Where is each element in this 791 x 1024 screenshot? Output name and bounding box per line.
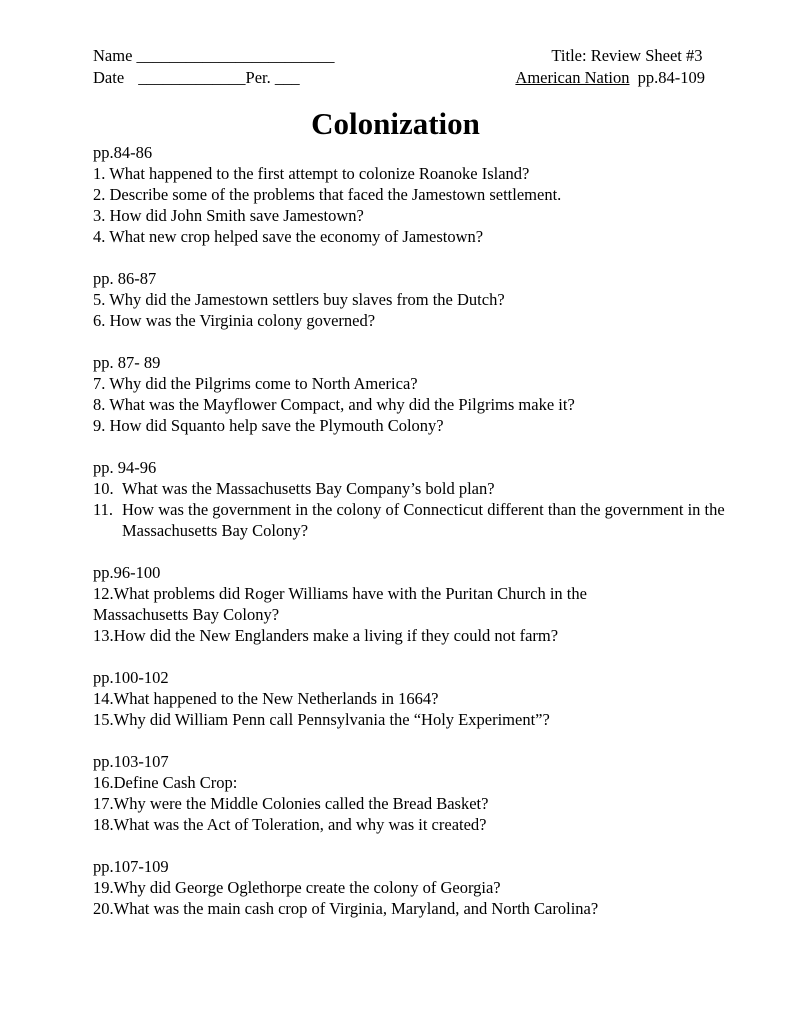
question-item: 1. What happened to the first attempt to colonize Roanoke Island? (93, 164, 530, 183)
question-item: 2. Describe some of the problems that faced the Jamestown settlement. (93, 185, 562, 204)
section-pages: pp.96-100 (93, 563, 161, 582)
section-pages: pp.107-109 (93, 857, 169, 876)
sheet-title-line: Title: Review Sheet #3 (551, 46, 703, 65)
period-label: Per. ___ (245, 68, 300, 87)
name-line: Name ________________________ (93, 46, 335, 65)
question-number: 11. (93, 500, 114, 519)
question-item: 7. Why did the Pilgrims come to North America? (93, 374, 418, 393)
section-pages: pp.100-102 (93, 668, 169, 687)
date-period-line (93, 67, 335, 89)
question-item: 3. How did John Smith save Jamestown? (93, 206, 364, 225)
question-item: 9. How did Squanto help save the Plymouth Colony? (93, 416, 444, 435)
question-list (93, 142, 753, 940)
question-item: 15.Why did William Penn call Pennsylvania the “Holy Experiment”? (93, 710, 550, 729)
textbook-pages: pp.84-109 (637, 68, 705, 87)
question-text: What was the Massachusetts Bay Company’s bold plan? (122, 479, 495, 498)
question-item: 18.What was the Act of Toleration, and why was it created? (93, 815, 487, 834)
question-item: 4. What new crop helped save the economy of Jamestown? (93, 227, 484, 246)
question-item (93, 478, 753, 499)
question-text: How was the government in the colony of Connecticut different than the government in the Massachusetts Bay Colony? (122, 500, 725, 540)
student-info (93, 45, 335, 89)
section-pp100-102 (93, 667, 753, 730)
question-number: 10. (93, 479, 114, 498)
section-pp103-107 (93, 751, 753, 835)
textbook-line (515, 67, 705, 89)
section-pp84-86 (93, 142, 753, 247)
question-item: 8. What was the Mayflower Compact, and why did the Pilgrims make it? (93, 395, 575, 414)
section-pages: pp.84-86 (93, 143, 153, 162)
section-pp87-89 (93, 352, 753, 436)
worksheet-header (93, 45, 705, 89)
section-pp94-96 (93, 457, 753, 541)
question-item: 16.Define Cash Crop: (93, 773, 238, 792)
section-pages: pp. 87- 89 (93, 353, 161, 372)
question-item: 12.What problems did Roger Williams have with the Puritan Church in the Massachusetts Bay Colony? (93, 584, 587, 624)
question-item: 17.Why were the Middle Colonies called the Bread Basket? (93, 794, 489, 813)
date-label: Date (93, 68, 125, 87)
question-item: 6. How was the Virginia colony governed? (93, 311, 376, 330)
section-pp96-100 (93, 562, 753, 646)
question-item: 19.Why did George Oglethorpe create the colony of Georgia? (93, 878, 501, 897)
question-item (93, 499, 772, 541)
sheet-info (515, 45, 705, 89)
section-pages: pp. 86-87 (93, 269, 157, 288)
question-item: 5. Why did the Jamestown settlers buy slaves from the Dutch? (93, 290, 505, 309)
question-item: 20.What was the main cash crop of Virginia, Maryland, and North Carolina? (93, 899, 599, 918)
section-pages: pp.103-107 (93, 752, 169, 771)
textbook-name: American Nation (515, 68, 630, 87)
section-pp107-109 (93, 856, 753, 919)
question-item: 14.What happened to the New Netherlands in 1664? (93, 689, 439, 708)
section-pages: pp. 94-96 (93, 458, 157, 477)
date-blank: _____________ (138, 68, 246, 87)
section-pp86-87 (93, 268, 753, 331)
page-title: Colonization (311, 106, 480, 141)
question-item: 13.How did the New Englanders make a living if they could not farm? (93, 626, 559, 645)
